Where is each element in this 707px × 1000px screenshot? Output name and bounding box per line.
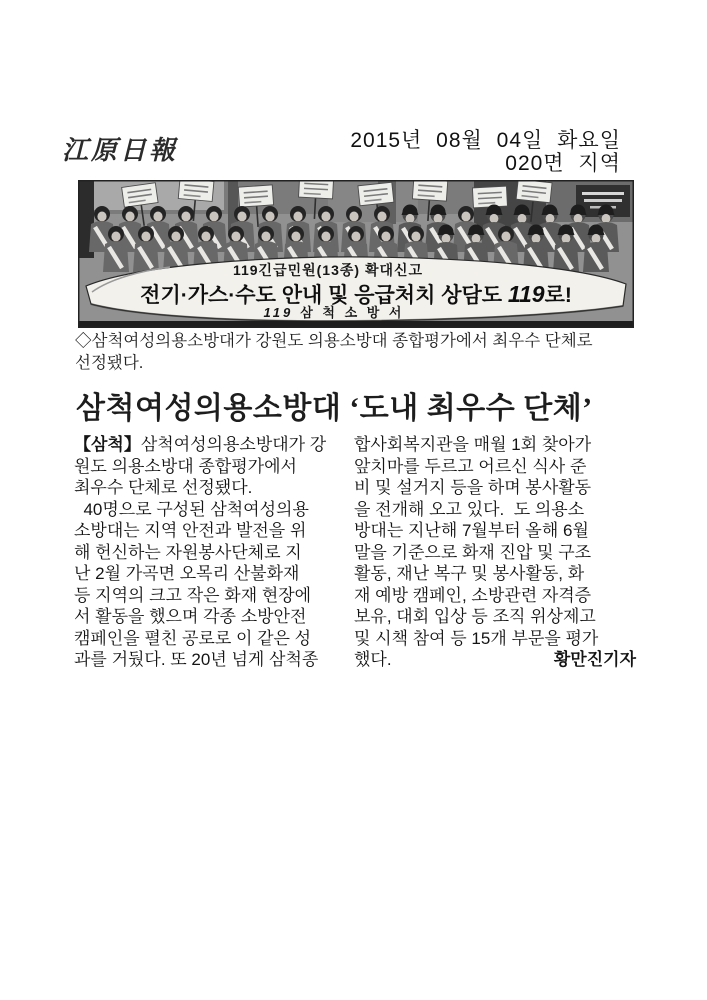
banner-line2-text: 전기·가스·수도 안내 및 응급처치 상담도 [140,284,508,307]
text-line: 최우수 단체로 선정됐다. [74,478,253,497]
banner-line2 [140,281,572,307]
banner-119-logo: 119 [507,281,545,307]
last-line-text: 했다. [354,650,392,669]
text-line: 해 헌신하는 자원봉사단체로 지 [74,542,302,562]
text-line: 말을 기준으로 화재 진압 및 구조 [354,542,592,562]
photo-caption [75,331,620,374]
column-right-lines [354,434,636,649]
article-column-right [354,434,636,671]
reporter-byline: 황만진기자 [553,650,636,669]
text-line: 원도 의용소방대 종합평가에서 [74,456,297,476]
text-line: 등 지역의 크고 작은 화재 현장에 [74,585,312,605]
page-section: 020면 지역 [505,152,621,175]
text-line: 40명으로 구성된 삼척여성의용 [74,499,309,519]
station-119-logo: 119 [263,305,294,320]
article-column-left [74,434,352,671]
banner-line1: 119긴급민원(13종) 확대신고 [232,262,424,278]
dateline [350,129,621,175]
first-line-text: 삼척여성의용소방대가 강 [140,435,327,454]
masthead-logo: 江原日報 [62,136,179,165]
text-line: 과를 거뒀다. 또 20년 넘게 삼척종 [74,650,319,669]
text-line: 선정됐다. [75,353,144,372]
text-line: 및 시책 참여 등 15개 부문을 평가 [354,628,599,648]
text-line: 난 2월 가곡면 오목리 산불화재 [74,564,300,583]
text-line: 보유, 대회 입상 등 조직 위상제고 [354,607,596,626]
dateline-lead: 【삼척】 [74,435,141,454]
text-line: 활동, 재난 복구 및 봉사활동, 화 [354,564,585,583]
news-photo [78,180,634,328]
text-line: 서 활동을 했으며 각종 소방안전 [74,607,307,626]
banner-line3 [264,305,405,320]
station-name: 삼 척 소 방 서 [300,305,405,320]
text-line: 앞치마를 두르고 어르신 식사 준 [354,456,587,476]
text-line: 캠페인을 펼친 공로로 이 같은 성 [74,628,312,648]
column-left-lines [74,456,352,671]
text-line: 을 전개해 오고 있다. 도 의용소 [354,499,585,519]
text-line: 비 및 설거지 등을 하며 봉사활동 [354,478,592,497]
text-line: 방대는 지난해 7월부터 올해 6월 [354,521,589,540]
text-line: ◇삼척여성의용소방대가 강원도 의용소방대 종합평가에서 최우수 단체로 [75,332,593,350]
text-line: 합사회복지관을 매월 1회 찾아가 [354,435,592,454]
text-line: 재 예방 캠페인, 소방관련 자격증 [354,585,592,605]
text-line: 소방대는 지역 안전과 발전을 위 [74,521,307,540]
banner-line2-suffix: 로! [544,284,572,307]
article-headline: 삼척여성의용소방대 ‘도내 최우수 단체’ [76,392,593,425]
news-photo-illustration [78,180,634,328]
text-line-first [74,434,352,456]
byline-row [354,649,636,671]
publication-date: 2015년 08월 04일 화요일 [350,129,621,152]
